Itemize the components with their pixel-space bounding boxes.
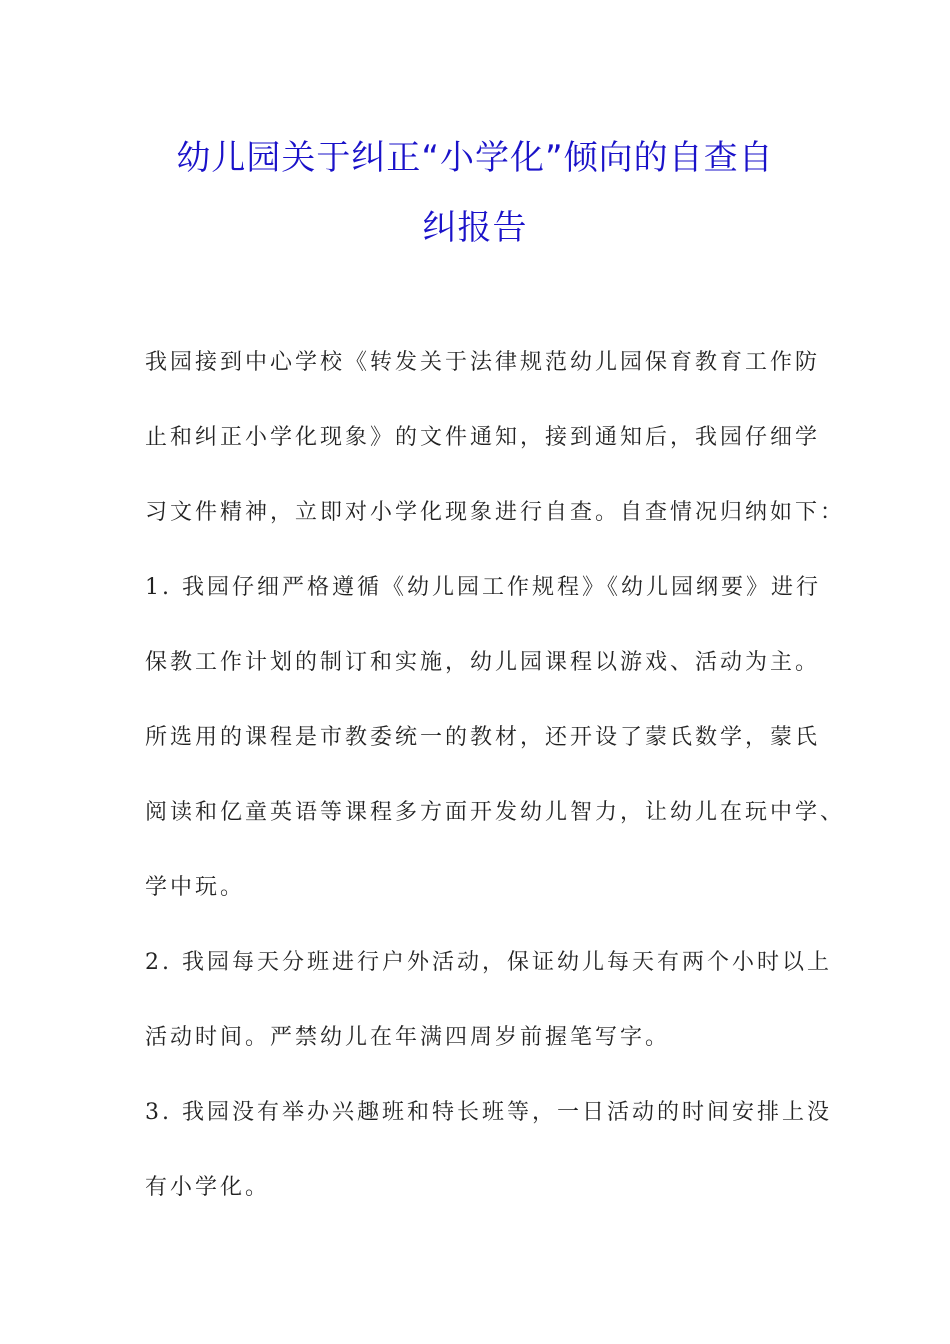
body-line-4: 1. 我园仔细严格遵循《幼儿园工作规程》《幼儿园纲要》进行	[145, 575, 821, 600]
body-line-12: 有小学化。	[145, 1175, 271, 1200]
body-line-7: 阅读和亿童英语等课程多方面开发幼儿智力，让幼儿在玩中学、	[145, 800, 846, 825]
document-title-line-2: 纠报告	[422, 208, 528, 248]
document-title-line-1: 幼儿园关于纠正“小学化”倾向的自查自	[176, 138, 774, 178]
body-line-11: 3. 我园没有举办兴趣班和特长班等，一日活动的时间安排上没	[145, 1100, 832, 1125]
body-line-6: 所选用的课程是市教委统一的教材，还开设了蒙氏数学，蒙氏	[145, 725, 821, 750]
body-line-10: 活动时间。严禁幼儿在年满四周岁前握笔写字。	[145, 1025, 671, 1050]
body-line-9: 2. 我园每天分班进行户外活动，保证幼儿每天有两个小时以上	[145, 950, 832, 975]
body-line-8: 学中玩。	[145, 875, 246, 900]
body-line-5: 保教工作计划的制订和实施，幼儿园课程以游戏、活动为主。	[145, 650, 821, 675]
body-line-1: 我园接到中心学校《转发关于法律规范幼儿园保育教育工作防	[145, 350, 821, 375]
body-line-3: 习文件精神，立即对小学化现象进行自查。自查情况归纳如下：	[145, 500, 846, 525]
body-line-2: 止和纠正小学化现象》的文件通知，接到通知后，我园仔细学	[145, 425, 821, 450]
